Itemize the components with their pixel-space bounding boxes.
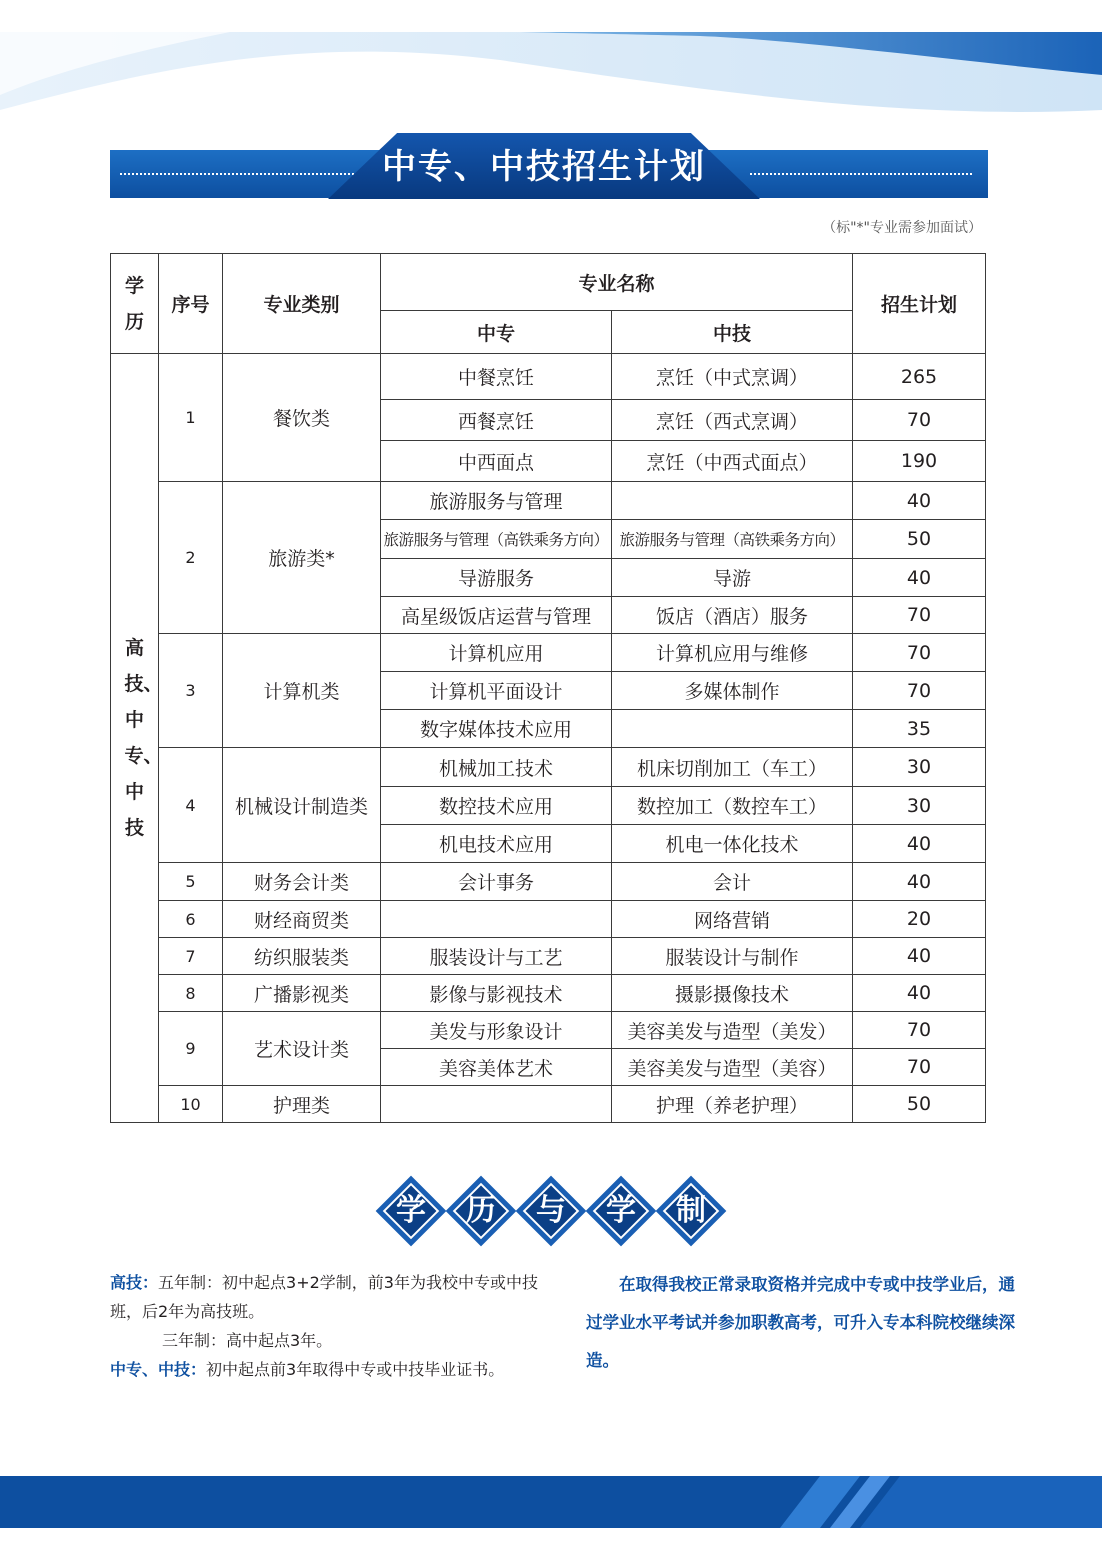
zhongji-cell: 旅游服务与管理（高铁乘务方向） xyxy=(612,520,853,559)
category-cell: 旅游类* xyxy=(223,482,381,634)
table-row xyxy=(111,863,986,901)
zhongzhuan-cell: 数字媒体技术应用 xyxy=(381,710,612,748)
banner-title: 中专、中技招生计划 xyxy=(382,147,706,187)
plan-cell: 70 xyxy=(853,634,986,672)
badge-char: 历 xyxy=(466,1193,496,1228)
zhongji-cell: 多媒体制作 xyxy=(612,672,853,710)
seq-cell: 1 xyxy=(159,354,223,482)
title-banner xyxy=(110,133,988,199)
zhongzhuan-cell: 计算机应用 xyxy=(381,634,612,672)
table-row xyxy=(111,901,986,938)
plan-cell: 20 xyxy=(853,901,986,938)
zhongzhuan-cell: 美发与形象设计 xyxy=(381,1012,612,1049)
zhongzhuan-cell: 中餐烹饪 xyxy=(381,354,612,400)
plan-cell: 70 xyxy=(853,1012,986,1049)
table-row xyxy=(111,975,986,1012)
plan-cell: 50 xyxy=(853,1086,986,1123)
badge xyxy=(586,1176,656,1246)
seq-cell: 5 xyxy=(159,863,223,901)
table-row xyxy=(111,354,986,400)
plan-cell: 30 xyxy=(853,748,986,787)
table-row xyxy=(111,482,986,520)
category-cell: 财经商贸类 xyxy=(223,901,381,938)
interview-note: （标"*"专业需参加面试） xyxy=(822,220,982,236)
header-zhongzhuan: 中专 xyxy=(381,311,612,354)
header-edu xyxy=(111,254,159,354)
badge-char: 制 xyxy=(676,1193,706,1228)
zhongzhuan-cell xyxy=(381,901,612,938)
header-major-name: 专业名称 xyxy=(381,254,853,311)
zhongzhuan-cell: 旅游服务与管理 xyxy=(381,482,612,520)
banner-dots-right xyxy=(750,173,972,175)
zhongji-cell: 烹饪（中西式面点） xyxy=(612,441,853,482)
gaoji-paragraph xyxy=(110,1268,550,1326)
zhongzhuan-cell: 机电技术应用 xyxy=(381,825,612,863)
zhongzhuan-cell xyxy=(381,1086,612,1123)
badge xyxy=(376,1176,446,1246)
edu-level-text: 高技、中专、中技 xyxy=(124,637,163,839)
seq-cell: 8 xyxy=(159,975,223,1012)
seq-cell: 6 xyxy=(159,901,223,938)
zhongzhuan-cell: 服装设计与工艺 xyxy=(381,938,612,975)
zhongzhuan-cell: 旅游服务与管理（高铁乘务方向） xyxy=(381,520,612,559)
table-row xyxy=(111,1086,986,1123)
header-seq: 序号 xyxy=(159,254,223,354)
section-heading-badges xyxy=(376,1176,726,1246)
seq-cell: 2 xyxy=(159,482,223,634)
gaoji-text-1: 五年制：初中起点3+2学制，前3年为我校中专或中技班，后2年为高技班。 xyxy=(110,1273,538,1321)
zz-paragraph xyxy=(110,1355,550,1384)
zhongzhuan-cell: 高星级饭店运营与管理 xyxy=(381,597,612,634)
plan-cell: 35 xyxy=(853,710,986,748)
zhongzhuan-cell: 中西面点 xyxy=(381,441,612,482)
plan-cell: 30 xyxy=(853,787,986,825)
plan-cell: 50 xyxy=(853,520,986,559)
enrollment-plan-table xyxy=(110,253,986,1123)
badge xyxy=(446,1176,516,1246)
table-row xyxy=(111,748,986,787)
table-row xyxy=(111,1012,986,1049)
plan-cell: 40 xyxy=(853,863,986,901)
badge-char: 与 xyxy=(536,1193,566,1228)
category-cell: 纺织服装类 xyxy=(223,938,381,975)
zhongzhuan-cell: 西餐烹饪 xyxy=(381,400,612,441)
header-edu-text: 学历 xyxy=(124,274,144,333)
zhongzhuan-cell: 数控技术应用 xyxy=(381,787,612,825)
header-category: 专业类别 xyxy=(223,254,381,354)
seq-cell: 9 xyxy=(159,1012,223,1086)
education-system-text xyxy=(110,1268,550,1384)
top-wave-decoration xyxy=(0,0,1102,140)
header-zhongji: 中技 xyxy=(612,311,853,354)
zhongji-cell xyxy=(612,482,853,520)
plan-cell: 40 xyxy=(853,482,986,520)
plan-cell: 40 xyxy=(853,825,986,863)
plan-cell: 70 xyxy=(853,1049,986,1086)
plan-cell: 70 xyxy=(853,597,986,634)
seq-cell: 10 xyxy=(159,1086,223,1123)
zhongji-cell: 机床切削加工（车工） xyxy=(612,748,853,787)
plan-cell: 40 xyxy=(853,938,986,975)
zhongji-cell: 美容美发与造型（美发） xyxy=(612,1012,853,1049)
category-cell: 财务会计类 xyxy=(223,863,381,901)
seq-cell: 7 xyxy=(159,938,223,975)
category-cell: 广播影视类 xyxy=(223,975,381,1012)
zhongzhuan-cell: 会计事务 xyxy=(381,863,612,901)
zhongji-cell: 摄影摄像技术 xyxy=(612,975,853,1012)
zhongji-cell: 会计 xyxy=(612,863,853,901)
gaoji-text-2: 三年制：高中起点3年。 xyxy=(162,1331,333,1350)
badge xyxy=(516,1176,586,1246)
table-row xyxy=(111,634,986,672)
plan-cell: 190 xyxy=(853,441,986,482)
zhongji-cell: 服装设计与制作 xyxy=(612,938,853,975)
zhongji-cell: 导游 xyxy=(612,559,853,597)
zhongzhuan-cell: 影像与影视技术 xyxy=(381,975,612,1012)
further-study-text: 在取得我校正常录取资格并完成中专或中技学业后，通过学业水平考试并参加职教高考，可升入专本科院校继续深造。 xyxy=(586,1275,1015,1370)
badge-char: 学 xyxy=(396,1193,426,1228)
category-cell: 机械设计制造类 xyxy=(223,748,381,863)
zhongzhuan-cell: 美容美体艺术 xyxy=(381,1049,612,1086)
category-cell: 计算机类 xyxy=(223,634,381,748)
zhongji-cell: 计算机应用与维修 xyxy=(612,634,853,672)
badge xyxy=(656,1176,726,1246)
plan-cell: 265 xyxy=(853,354,986,400)
edu-level-cell xyxy=(111,354,163,1123)
plan-cell: 40 xyxy=(853,559,986,597)
plan-cell: 40 xyxy=(853,975,986,1012)
category-cell: 护理类 xyxy=(223,1086,381,1123)
badge-char: 学 xyxy=(606,1193,636,1228)
zhongji-cell: 烹饪（中式烹调） xyxy=(612,354,853,400)
zhongji-cell: 机电一体化技术 xyxy=(612,825,853,863)
zhongji-cell: 网络营销 xyxy=(612,901,853,938)
zhongji-cell: 护理（养老护理） xyxy=(612,1086,853,1123)
category-cell: 艺术设计类 xyxy=(223,1012,381,1086)
seq-cell: 3 xyxy=(159,634,223,748)
zhongji-cell: 饭店（酒店）服务 xyxy=(612,597,853,634)
zhongji-cell: 数控加工（数控车工） xyxy=(612,787,853,825)
zhongji-cell: 美容美发与造型（美容） xyxy=(612,1049,853,1086)
zz-text: 初中起点前3年取得中专或中技毕业证书。 xyxy=(206,1360,505,1379)
plan-cell: 70 xyxy=(853,400,986,441)
seq-cell: 4 xyxy=(159,748,223,863)
header-plan: 招生计划 xyxy=(853,254,986,354)
zhongji-cell xyxy=(612,710,853,748)
zz-label: 中专、中技： xyxy=(110,1360,207,1379)
bottom-bar-decoration xyxy=(0,1476,1102,1528)
zhongzhuan-cell: 导游服务 xyxy=(381,559,612,597)
zhongzhuan-cell: 机械加工技术 xyxy=(381,748,612,787)
table-row xyxy=(111,938,986,975)
category-cell: 餐饮类 xyxy=(223,354,381,482)
gaoji-label: 高技： xyxy=(110,1273,159,1292)
plan-cell: 70 xyxy=(853,672,986,710)
zhongzhuan-cell: 计算机平面设计 xyxy=(381,672,612,710)
zhongji-cell: 烹饪（西式烹调） xyxy=(612,400,853,441)
